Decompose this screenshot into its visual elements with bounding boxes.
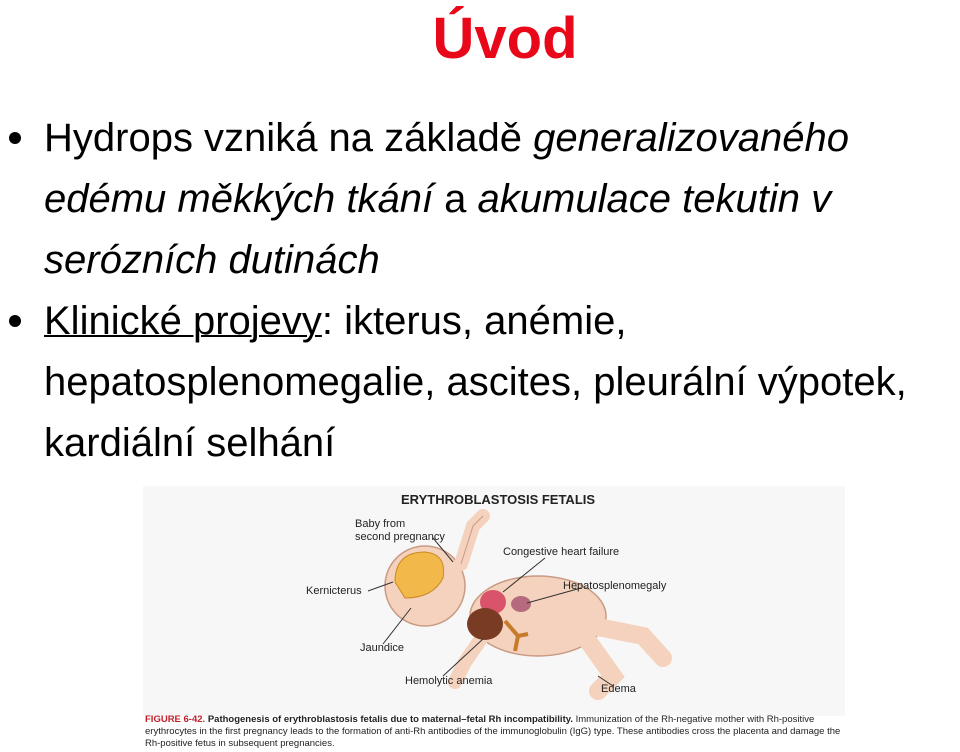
bullet-item-symptoms [0, 291, 960, 474]
label-jaundice: Jaundice [360, 642, 405, 654]
label-hemolytic-anemia: Hemolytic anemia [405, 675, 493, 687]
figure-caption [145, 714, 845, 750]
label-congestive-heart-failure: Congestive heart failure [503, 546, 620, 558]
label-hepatosplenomegaly: Hepatosplenomegaly [563, 580, 667, 592]
caption-figure-number: FIGURE 6-42. [145, 714, 206, 725]
label-baby-second-pregnancy: Baby from second pregnancy [355, 518, 445, 543]
caption-title: Pathogenesis of erythroblastosis fetalis due to maternal–fetal Rh incompatibility. [207, 714, 573, 725]
bullet-list [0, 108, 960, 474]
bullet-dot-icon [9, 132, 21, 144]
figure-heading: ERYTHROBLASTOSIS FETALIS [401, 492, 596, 507]
erythroblastosis-figure [143, 486, 845, 752]
bullet1-text-italic-fluid: akumulace tekutin v serózních dutinách [44, 177, 832, 282]
label-edema: Edema [601, 683, 636, 695]
bullet1-text-conjunction: a [433, 177, 478, 221]
bullet-item-hydrops [0, 108, 960, 291]
caption-text: Immunization of the Rh-negative mother with Rh-positive erythrocytes in the first pregnancy leads to the formation of anti-Rh antibodies of the immunoglobulin (IgG) type. These antibodies cross the placenta and damage the Rh-positive fetus in subsequent pregnancies. [145, 714, 841, 749]
bullet2-link-clinical[interactable]: Klinické projevy [44, 299, 322, 343]
baby-illustration [143, 486, 845, 752]
slide-title: Úvod [432, 6, 578, 71]
bullet-dot-icon [9, 315, 21, 327]
bullet1-text-normal: Hydrops vzniká na základě [44, 116, 534, 160]
bullet2-text: : ikterus, anémie, hepatosplenomegalie, ascites, pleurální výpotek, kardiální selhání [44, 299, 907, 465]
label-kernicterus: Kernicterus [306, 585, 362, 597]
bullet1-text-italic-edema: generalizovaného edému měkkých tkání [44, 116, 849, 221]
